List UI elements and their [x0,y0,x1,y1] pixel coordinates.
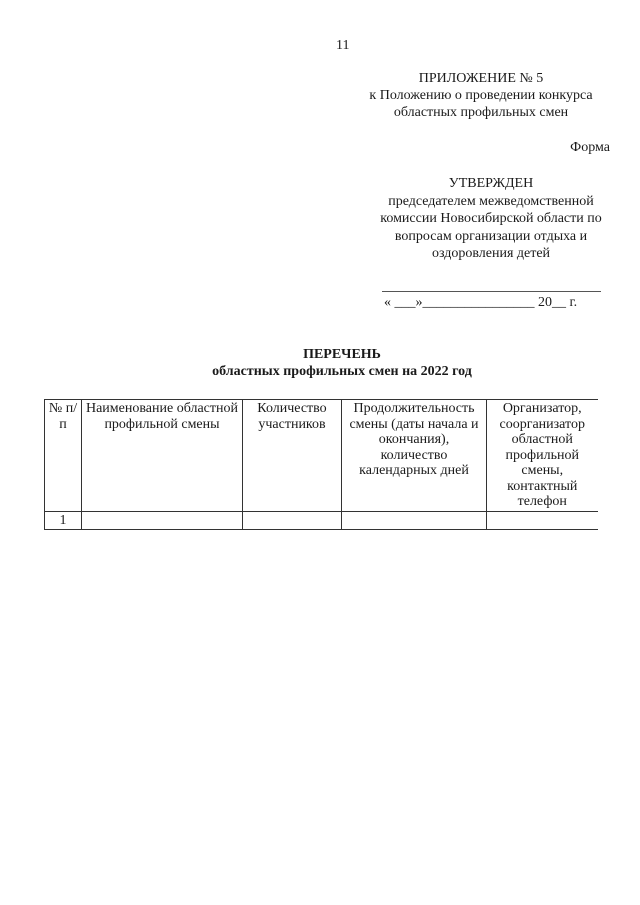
document-title-sub: областных профильных смен на 2022 год [212,364,472,379]
header-shift-name: Наименование областной профильной смены [82,400,243,512]
approval-line-3: вопросам организации отдыха и [394,228,588,244]
shifts-table [44,399,598,530]
cell-participants [243,511,342,530]
document-title-main: ПЕРЕЧЕНЬ [303,347,381,362]
cell-duration [342,511,487,530]
approval-date-line: « ___»________________ 20__ г. [384,295,578,310]
approval-block [360,175,622,263]
header-participants: Количество участников [243,400,342,512]
table-header-row [45,400,598,512]
appendix-header [340,70,622,121]
cell-number: 1 [45,511,82,530]
appendix-title: ПРИЛОЖЕНИЕ № 5 [418,71,544,86]
document-title [0,346,640,380]
table-row [45,511,598,530]
appendix-line-2: областных профильных смен [393,105,569,120]
form-label: Форма [570,140,610,155]
cell-organizer [487,511,598,530]
header-number: № п/п [45,400,82,512]
page-number: 11 [336,38,350,53]
header-duration: Продолжительность смены (даты начала и окончания), количество календарных дней [342,400,487,512]
appendix-line-1: к Положению о проведении конкурса [369,88,593,103]
header-organizer: Организатор, соорганизатор областной профильной смены, контактный телефон [487,400,598,512]
approval-line-1: председателем межведомственной [388,193,594,209]
signature-line [382,291,601,292]
approval-line-4: оздоровления детей [431,246,551,261]
approval-title: УТВЕРЖДЕН [448,176,534,191]
cell-shift-name [82,511,243,530]
approval-line-2: комиссии Новосибирской области по [380,211,602,226]
